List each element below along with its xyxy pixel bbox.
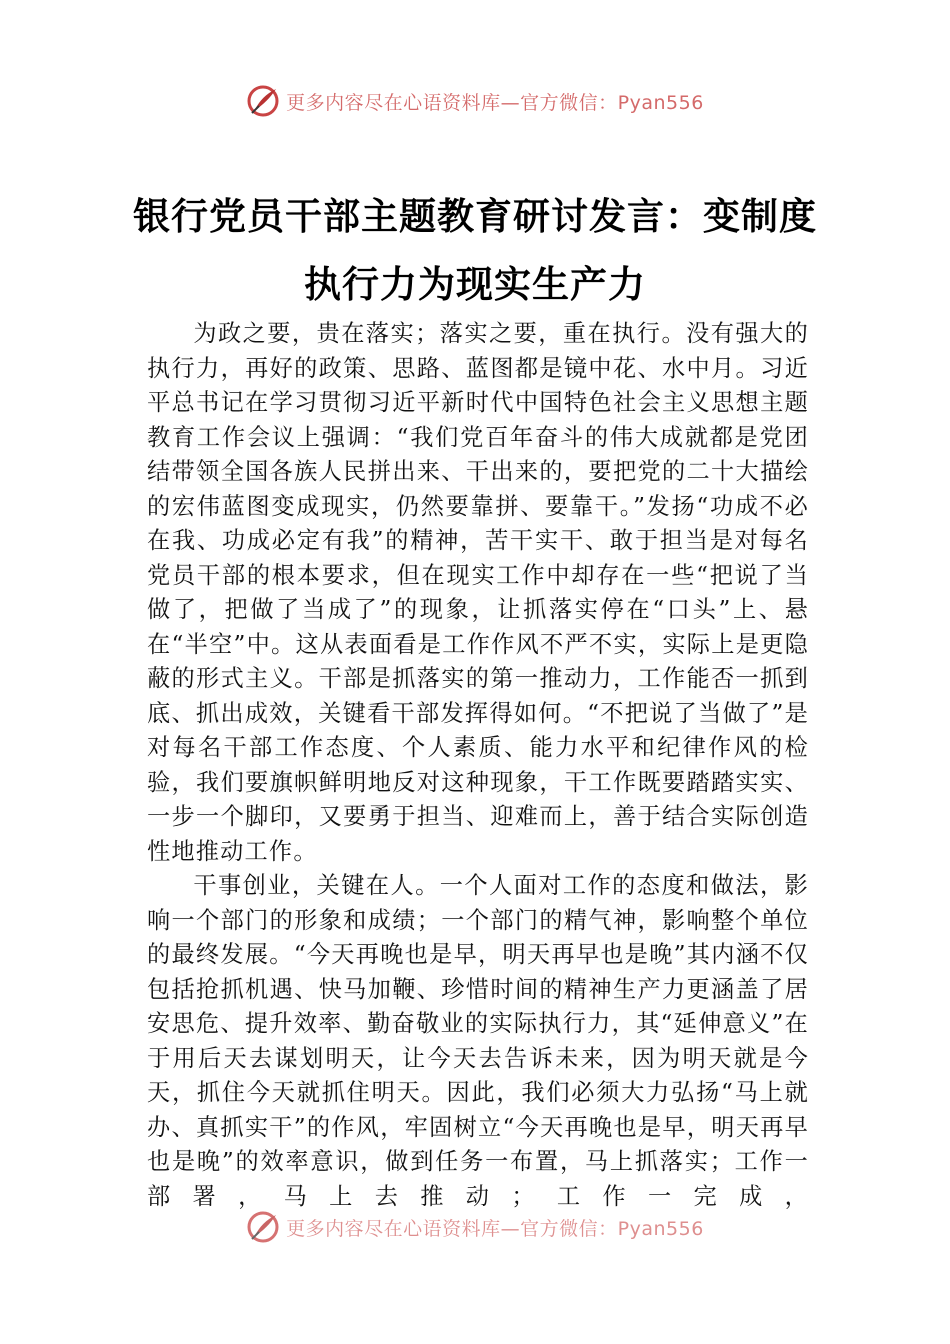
watermark-footer [0,1210,950,1244]
document-body [147,317,809,1214]
watermark-text: 更多内容尽在心语资料库—官方微信：Pyan556 [286,1217,704,1240]
watermark-text: 更多内容尽在心语资料库—官方微信：Pyan556 [286,91,704,114]
feather-logo-icon [246,1210,280,1244]
watermark-header [0,84,950,118]
paragraph-2: 干事创业，关键在人。一个人面对工作的态度和做法，影响一个部门的形象和成绩；一个部门的精气神，影响整个单位的最终发展。“今天再晚也是早，明天再早也是晚”其内涵不仅包括抢抓机遇、快马加鞭、珍惜时间的精神生产力更涵盖了居安思危、提升效率、勤奋敬业的实际执行力，其“延伸意义”在于用后天去谋划明天，让今天去告诉未来，因为明天就是今天，抓住今天就抓住明天。因此，我们必须大力弘扬“马上就办、真抓实干”的作风，牢固树立“今天再晚也是早，明天再早也是晚”的效率意识，做到任务一布置，马上抓落实；工作一部署，马上去推动；工作一完成， [147,872,809,1210]
document-title-line-1: 银行党员干部主题教育研讨发言：变制度 [133,194,817,238]
feather-logo-icon [246,84,280,118]
document-title-line-2: 执行力为现实生产力 [304,262,646,306]
paragraph-1: 为政之要，贵在落实；落实之要，重在执行。没有强大的执行力，再好的政策、思路、蓝图都是镜中花、水中月。习近平总书记在学习贯彻习近平新时代中国特色社会主义思想主题教育工作会议上强调：“我们党百年奋斗的伟大成就都是党团结带领全国各族人民拼出来、干出来的，要把党的二十大描绘的宏伟蓝图变成现实，仍然要靠拼、要靠干。”发扬“功成不必在我、功成必定有我”的精神，苦干实干、敢于担当是对每名党员干部的根本要求，但在现实工作中却存在一些“把说了当做了，把做了当成了”的现象，让抓落实停在“口头”上、悬在“半空”中。这从表面看是工作作风不严不实，实际上是更隐蔽的形式主义。干部是抓落实的第一推动力，工作能否一抓到底、抓出成效，关键看干部发挥得如何。“不把说了当做了”是对每名干部工作态度、个人素质、能力水平和纪律作风的检验，我们要旗帜鲜明地反对这种现象，干工作既要踏踏实实、一步一个脚印，又要勇于担当、迎难而上，善于结合实际创造性地推动工作。 [147,320,809,865]
